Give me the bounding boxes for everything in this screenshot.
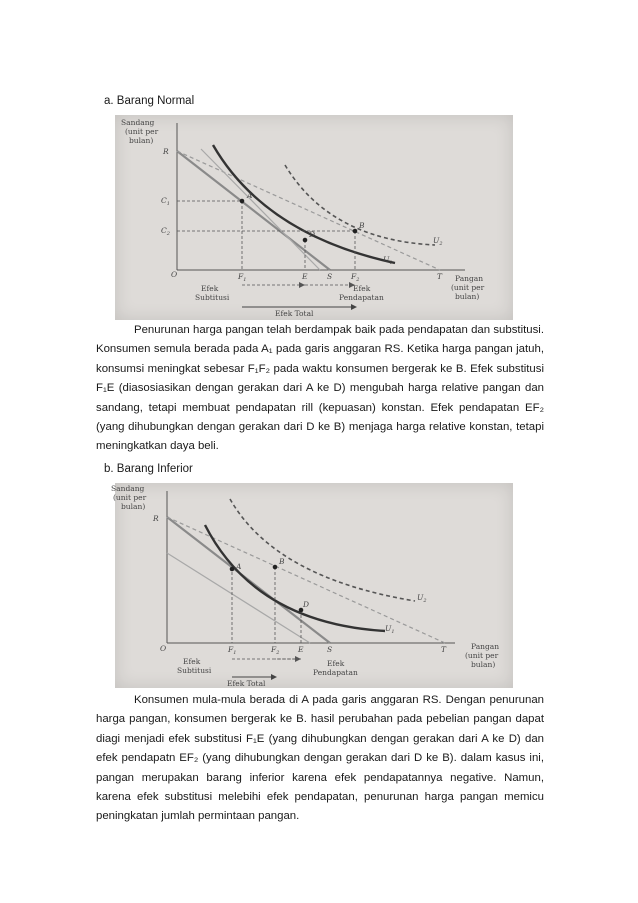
label-s: S bbox=[327, 645, 333, 654]
indifference-curve-u2 bbox=[230, 499, 415, 601]
label-u2: $U_2$ bbox=[433, 236, 443, 247]
x-axis-label-line2: (unit per bbox=[465, 651, 499, 660]
label-f2: $F_2$ bbox=[351, 272, 360, 283]
section-a-paragraph-text: Penurunan harga pangan telah berdampak baik pada pendapatan dan substitusi. Konsumen semula berada pada A₁ pada garis anggaran RS. Ketika harga pangan jatuh, konsumsi meningkat sebesar F₁F₂ pada waktu konsumen bergerak ke B. Efek substitusi F₁E (diasosiasikan dengan gerakan dari A ke D) mengubah harga relative pangan dan sandang, tetapi membuat pendapatan rill (kepuasan) konstan. Efek pendapatan EF₂ (yang dihubungkan dengan gerakan dari D ke B) menjaga harga relative konstan, tetapi meningkatkan daya beli. bbox=[96, 324, 544, 453]
substitution-effect-label-line2: Subtitusi bbox=[195, 293, 230, 302]
y-axis-label-line3: bulan) bbox=[121, 502, 146, 511]
label-d: D bbox=[309, 230, 316, 239]
figure-inferior-good bbox=[111, 483, 513, 688]
y-axis-label-line2: (unit per bbox=[125, 127, 159, 136]
total-effect-arrowhead bbox=[271, 674, 277, 680]
income-effect-label-line2: Pendapatan bbox=[339, 293, 384, 302]
income-effect-label-line1: Efek bbox=[327, 659, 345, 668]
income-effect-label-line2: Pendapatan bbox=[313, 668, 358, 677]
label-c2: $C_2$ bbox=[161, 226, 170, 237]
section-b-paragraph-text: Konsumen mula-mula berada di A pada garis anggaran RS. Dengan penurunan harga pangan, konsumen bergerak ke B. hasil perubahan pada pebelian pangan dapat diagi menjadi efek substitusi F₁E (yang dihubungkan dengan gerakan dari A ke D) dan efek pendapatn EF₂ (yang dihubungkan dengan gerakan dari D ke B). dalam kasus ini, pangan merupakan barang inferior karena efek pendapatannya negative. Namun, karena efek substitusi melebihi efek pendapatan, penurunan harga pangan memicu peningkatan jumlah permintaan pangan. bbox=[96, 694, 544, 823]
label-d: D bbox=[303, 600, 310, 609]
section-b-heading: b. Barang Inferior bbox=[104, 463, 193, 475]
x-axis-label-line2: (unit per bbox=[451, 283, 485, 292]
label-f1: $F_1$ bbox=[238, 272, 247, 283]
label-f1: $F_1$ bbox=[228, 645, 237, 656]
point-d bbox=[303, 238, 308, 243]
total-effect-label: Efek Total bbox=[275, 309, 314, 318]
x-axis-label-line1: Pangan bbox=[455, 274, 484, 283]
substitution-effect-label-line1: Efek bbox=[201, 284, 219, 293]
income-effect-label-line1: Efek bbox=[353, 284, 371, 293]
figure-inferior-good-diagram bbox=[111, 483, 513, 688]
label-u1: $U_1$ bbox=[383, 255, 393, 266]
label-s: S bbox=[327, 272, 333, 281]
budget-line-parallel bbox=[201, 149, 320, 270]
label-t: T bbox=[441, 645, 447, 654]
substitution-arrowhead bbox=[299, 282, 305, 288]
y-axis-label-line1: Sandang bbox=[111, 484, 145, 493]
label-a: A bbox=[247, 191, 253, 200]
substitution-effect-label-line2: Subtitusi bbox=[177, 666, 212, 675]
y-axis-label-line3: bulan) bbox=[129, 136, 154, 145]
label-e: E bbox=[298, 645, 304, 654]
point-a bbox=[230, 567, 235, 572]
label-b: B bbox=[359, 221, 365, 230]
label-e: E bbox=[302, 272, 308, 281]
x-axis-label-line3: bulan) bbox=[455, 292, 480, 301]
label-t: T bbox=[437, 272, 443, 281]
indifference-curve-u1 bbox=[213, 145, 395, 263]
label-r: R bbox=[153, 514, 159, 523]
point-a bbox=[240, 199, 245, 204]
label-r: R bbox=[163, 147, 169, 156]
origin-label: O bbox=[171, 270, 178, 279]
y-axis-label-line1: Sandang bbox=[121, 118, 155, 127]
section-b-paragraph bbox=[96, 691, 544, 827]
figure-normal-good bbox=[115, 115, 513, 320]
point-b bbox=[273, 565, 278, 570]
x-axis-label-line3: bulan) bbox=[471, 660, 496, 669]
section-a-heading: a. Barang Normal bbox=[104, 95, 195, 107]
origin-label: O bbox=[160, 644, 167, 653]
point-b bbox=[353, 229, 358, 234]
label-a: A bbox=[236, 562, 242, 571]
section-a-paragraph bbox=[96, 321, 544, 457]
substitution-effect-label-line1: Efek bbox=[183, 657, 201, 666]
total-effect-label: Efek Total bbox=[227, 679, 266, 688]
figure-normal-good-diagram bbox=[115, 115, 513, 320]
label-u2: $U_2$ bbox=[417, 593, 427, 604]
label-c1: $C_1$ bbox=[161, 196, 170, 207]
label-f2: $F_2$ bbox=[271, 645, 280, 656]
total-effect-arrowhead bbox=[351, 304, 357, 310]
label-u1: $U_1$ bbox=[385, 624, 395, 635]
x-axis-label-line1: Pangan bbox=[471, 642, 500, 651]
y-axis-label-line2: (unit per bbox=[113, 493, 147, 502]
label-b: B bbox=[279, 557, 285, 566]
